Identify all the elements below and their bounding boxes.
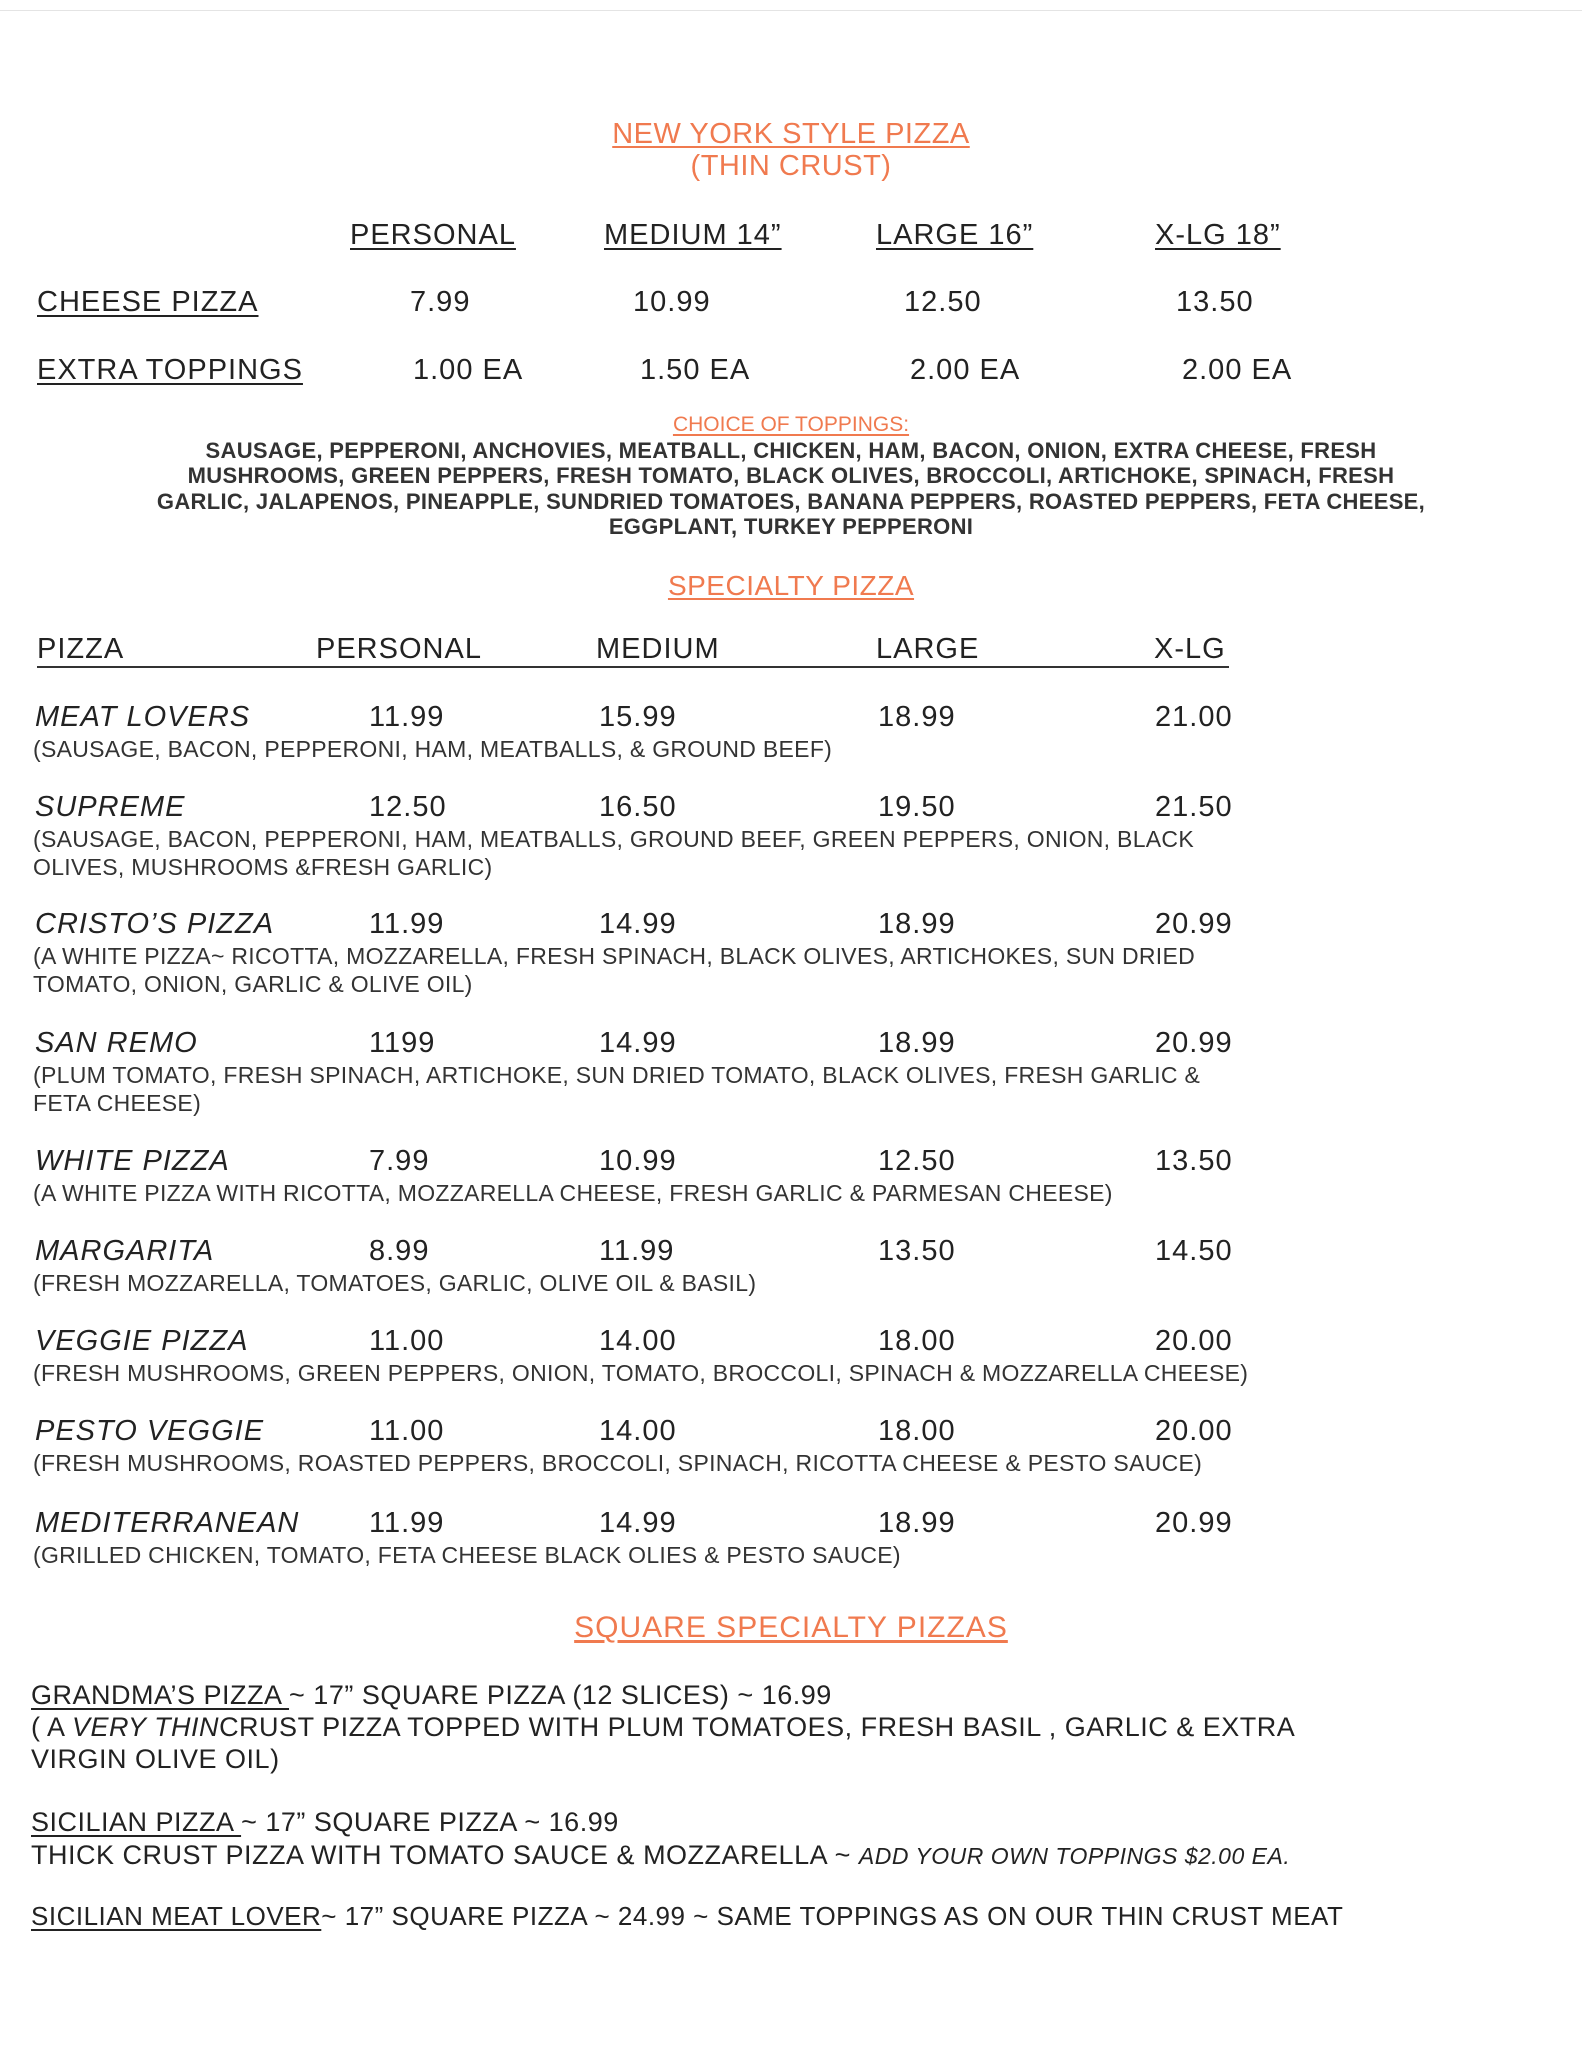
pizza-description: (SAUSAGE, BACON, PEPPERONI, HAM, MEATBALLS, GROUND BEEF, GREEN PEPPERS, ONION, BLACK [33, 826, 1194, 852]
desc-text: CRUST PIZZA TOPPED WITH PLUM TOMATOES, FRESH BASIL , GARLIC & EXTRA [219, 1712, 1296, 1742]
pizza-name: MEDITERRANEAN [35, 1507, 300, 1539]
topping-price-large: 2.00 EA [910, 354, 1021, 386]
price-large: 19.50 [878, 791, 956, 823]
grandma-pizza-desc [31, 1711, 1295, 1743]
price-medium: 16.50 [599, 791, 677, 823]
toppings-line: MUSHROOMS, GREEN PEPPERS, FRESH TOMATO, BLACK OLIVES, BROCCOLI, ARTICHOKE, SPINACH, FRESH [187, 463, 1395, 488]
pizza-description: (FRESH MUSHROOMS, GREEN PEPPERS, ONION, TOMATO, BROCCOLI, SPINACH & MOZZARELLA CHEESE) [33, 1360, 1249, 1386]
size-large: LARGE 16” [876, 219, 1034, 251]
price-personal: 11.99 [369, 701, 445, 733]
grandma-pizza-line [31, 1679, 832, 1711]
pizza-description: (FRESH MUSHROOMS, ROASTED PEPPERS, BROCCOLI, SPINACH, RICOTTA CHEESE & PESTO SAUCE) [33, 1450, 1203, 1476]
pizza-name: SUPREME [35, 791, 186, 823]
price-xlg: 20.00 [1155, 1325, 1233, 1357]
price-xlg: 21.50 [1155, 791, 1233, 823]
page-edge [0, 10, 1582, 11]
pizza-name: MEAT LOVERS [35, 701, 251, 733]
topping-price-personal: 1.00 EA [413, 354, 524, 386]
cheese-price-xlg: 13.50 [1176, 286, 1254, 318]
toppings-line: SAUSAGE, PEPPERONI, ANCHOVIES, MEATBALL, CHICKEN, HAM, BACON, ONION, EXTRA CHEESE, FRESH [205, 438, 1377, 463]
size-xlg: X-LG 18” [1155, 219, 1281, 251]
grandma-pizza-price: ~ 17” SQUARE PIZZA (12 SLICES) ~ 16.99 [289, 1680, 832, 1710]
price-personal: 1199 [369, 1027, 436, 1059]
price-large: 12.50 [878, 1145, 956, 1177]
size-personal: PERSONAL [350, 219, 516, 251]
specialty-title: SPECIALTY PIZZA [667, 570, 915, 601]
price-large: 18.00 [878, 1325, 956, 1357]
pizza-description: (GRILLED CHICKEN, TOMATO, FETA CHEESE BLACK OLIES & PESTO SAUCE) [33, 1542, 901, 1568]
pizza-description: (PLUM TOMATO, FRESH SPINACH, ARTICHOKE, SUN DRIED TOMATO, BLACK OLIVES, FRESH GARLIC & [33, 1062, 1201, 1088]
grandma-pizza-name: GRANDMA’S PIZZA [31, 1680, 290, 1710]
toppings-note: ADD YOUR OWN TOPPINGS $2.00 EA. [858, 1843, 1291, 1869]
header-medium: MEDIUM [596, 633, 720, 665]
pizza-description: FETA CHEESE) [33, 1090, 202, 1116]
price-personal: 12.50 [369, 791, 447, 823]
price-xlg: 20.00 [1155, 1415, 1233, 1447]
cheese-price-large: 12.50 [904, 286, 982, 318]
pizza-name: CRISTO’S PIZZA [35, 908, 275, 940]
price-medium: 10.99 [599, 1145, 677, 1177]
sicilian-meat-lover-desc: ~ 17” SQUARE PIZZA ~ 24.99 ~ SAME TOPPINGS AS ON OUR THIN CRUST MEAT [321, 1901, 1344, 1931]
topping-price-xlg: 2.00 EA [1182, 354, 1293, 386]
pizza-name: WHITE PIZZA [35, 1145, 230, 1177]
pizza-description: (A WHITE PIZZA WITH RICOTTA, MOZZARELLA CHEESE, FRESH GARLIC & PARMESAN CHEESE) [33, 1180, 1113, 1206]
price-personal: 7.99 [369, 1145, 430, 1177]
desc-emphasis: VERY THIN [72, 1712, 220, 1742]
header-xlg: X-LG [1154, 633, 1226, 665]
cheese-price-medium: 10.99 [633, 286, 711, 318]
price-personal: 11.99 [369, 908, 445, 940]
pizza-name: VEGGIE PIZZA [35, 1325, 249, 1357]
pizza-name: PESTO VEGGIE [35, 1415, 265, 1447]
desc-text: ( A [31, 1712, 73, 1742]
price-large: 13.50 [878, 1235, 956, 1267]
cheese-pizza-label: CHEESE PIZZA [37, 286, 259, 318]
header-personal: PERSONAL [316, 633, 482, 665]
pizza-name: MARGARITA [35, 1235, 215, 1267]
price-xlg: 20.99 [1155, 1507, 1233, 1539]
price-large: 18.00 [878, 1415, 956, 1447]
pizza-description: (SAUSAGE, BACON, PEPPERONI, HAM, MEATBALLS, & GROUND BEEF) [33, 736, 833, 762]
price-large: 18.99 [878, 1507, 956, 1539]
pizza-description: OLIVES, MUSHROOMS &FRESH GARLIC) [33, 854, 493, 880]
sicilian-pizza-desc [31, 1839, 1290, 1872]
price-xlg: 20.99 [1155, 1027, 1233, 1059]
desc-text: THICK CRUST PIZZA WITH TOMATO SAUCE & MOZZARELLA ~ [31, 1840, 859, 1870]
grandma-pizza-desc-2: VIRGIN OLIVE OIL) [31, 1744, 280, 1774]
sicilian-pizza-name: SICILIAN PIZZA [31, 1807, 242, 1837]
size-medium: MEDIUM 14” [604, 219, 782, 251]
price-medium: 14.99 [599, 908, 677, 940]
sicilian-meat-lover-name: SICILIAN MEAT LOVER [31, 1901, 322, 1931]
price-xlg: 21.00 [1155, 701, 1233, 733]
extra-toppings-label: EXTRA TOPPINGS [37, 354, 303, 386]
price-xlg: 13.50 [1155, 1145, 1233, 1177]
price-large: 18.99 [878, 908, 956, 940]
header-large: LARGE [876, 633, 980, 665]
cheese-price-personal: 7.99 [410, 286, 471, 318]
pizza-description: TOMATO, ONION, GARLIC & OLIVE OIL) [33, 971, 473, 997]
price-medium: 14.00 [599, 1325, 677, 1357]
sicilian-pizza-line [31, 1806, 619, 1838]
price-medium: 11.99 [599, 1235, 675, 1267]
price-medium: 14.99 [599, 1027, 677, 1059]
toppings-line: GARLIC, JALAPENOS, PINEAPPLE, SUNDRIED TOMATOES, BANANA PEPPERS, ROASTED PEPPERS, FETA CHEESE, [156, 489, 1426, 514]
price-large: 18.99 [878, 701, 956, 733]
topping-price-medium: 1.50 EA [640, 354, 751, 386]
price-medium: 14.00 [599, 1415, 677, 1447]
ny-subtitle: (THIN CRUST) [690, 150, 892, 182]
price-medium: 15.99 [599, 701, 677, 733]
price-medium: 14.99 [599, 1507, 677, 1539]
price-personal: 11.99 [369, 1507, 445, 1539]
header-pizza: PIZZA [37, 633, 125, 665]
header-underline [37, 666, 1229, 668]
toppings-line: EGGPLANT, TURKEY PEPPERONI [608, 514, 974, 539]
ny-title: NEW YORK STYLE PIZZA [612, 118, 970, 150]
price-xlg: 14.50 [1155, 1235, 1233, 1267]
pizza-description: (A WHITE PIZZA~ RICOTTA, MOZZARELLA, FRESH SPINACH, BLACK OLIVES, ARTICHOKES, SUN DRIED [33, 943, 1196, 969]
price-xlg: 20.99 [1155, 908, 1233, 940]
sicilian-pizza-price: ~ 17” SQUARE PIZZA ~ 16.99 [241, 1807, 619, 1837]
toppings-title: CHOICE OF TOPPINGS: [672, 413, 910, 436]
price-large: 18.99 [878, 1027, 956, 1059]
price-personal: 11.00 [369, 1325, 445, 1357]
price-personal: 8.99 [369, 1235, 430, 1267]
price-personal: 11.00 [369, 1415, 445, 1447]
sicilian-meat-lover-line [31, 1900, 1343, 1932]
pizza-name: SAN REMO [35, 1027, 198, 1059]
square-title: SQUARE SPECIALTY PIZZAS [574, 1611, 1008, 1644]
pizza-description: (FRESH MOZZARELLA, TOMATOES, GARLIC, OLIVE OIL & BASIL) [33, 1270, 757, 1296]
